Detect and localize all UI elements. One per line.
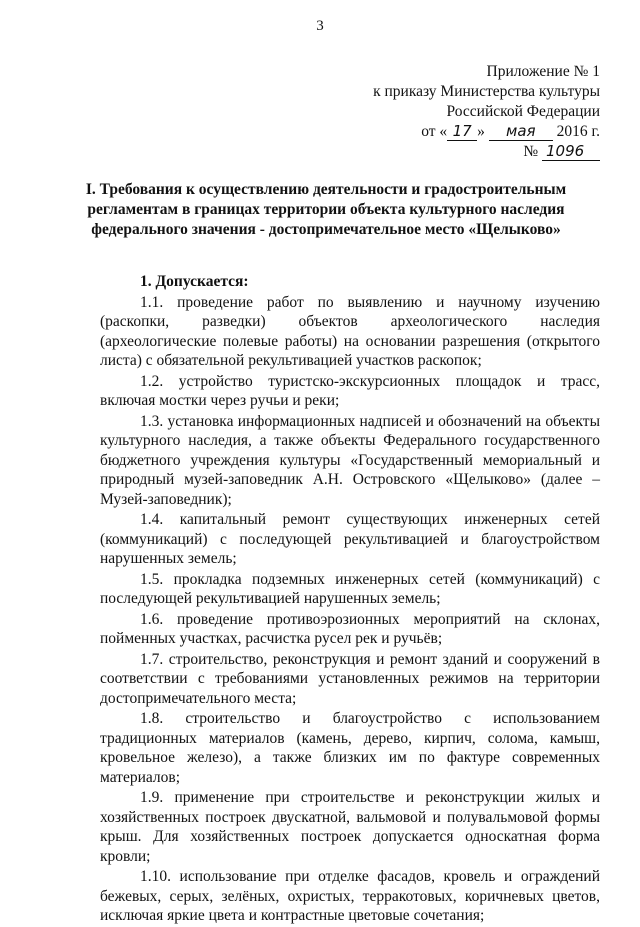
list-item [100,709,600,787]
list-item-text: 1.5. прокладка подземных инженерных сетей (коммуникаций) с последующей рекультивацией нарушенных земель; [100,570,600,607]
page-number: 3 [316,18,324,34]
list-item-text: 1.4. капитальный ремонт существующих инженерных сетей (коммуникаций) с последующей рекультивацией и благоустройством нарушенных земель; [100,511,600,567]
list-item-text: 1.8. строительство и благоустройство с использованием традиционных материалов (камень, дерево, кирпич, солома, камыш, кровельное железо), а также близких им по фактуре современных материалов; [100,710,600,786]
date-day-handwritten: 17 [447,123,477,141]
appendix-number-line [320,142,600,162]
appendix-line-3: Российской Федерации [446,103,600,120]
document-body [100,272,600,927]
list-item-text: 1.9. применение при строительстве и реконструкции жилых и хозяйственных построек двускатной, вальмовой и полувальмовой формы крыш. Для хозяйственных построек допускается односкатная форма кровли; [100,789,600,865]
order-number-handwritten: 1096 [542,143,600,161]
date-prefix: от « [421,123,448,140]
section-title: I. Требования к осуществлению деятельности и градостроительным регламентам в границах территории объекта культурного наследия федерального значения - достопримечательное место «Щелыково» [85,181,567,238]
list-item-text: 1.1. проведение работ по выявлению и научному изучению (раскопки, разведки) объектов археологического наследия (археологические полевые работы) на основании разрешения (открытого листа) с обязательной рекультивацией участков раскопок; [100,293,600,369]
list-item [100,510,600,569]
appendix-line-2: к приказу Министерства культуры [373,83,600,100]
list-item [100,570,600,609]
appendix-line-1: Приложение № 1 [486,63,600,80]
list-item-text: 1.2. устройство туристско-экскурсионных площадок и трасс, включая мостки через ручьи и реки; [100,372,600,409]
section-heading: 1. Допускается: [140,273,249,290]
list-item-text: 1.6. проведение противоэрозионных мероприятий на склонах, пойменных участках, расчистка русел рек и ручьёв; [100,610,600,647]
list-item-text: 1.7. строительство, реконструкция и ремонт зданий и сооружений в соответствии с требованиями установленных режимов на территории достопримечательного места; [100,650,600,707]
number-prefix: № [523,143,539,160]
appendix-block [320,62,600,162]
list-item-text: 1.10. использование при отделке фасадов, кровель и ограждений бежевых, серых, зелёных, охристых, терракотовых, коричневых цветов, исключая яркие цвета и контрастные цветовые сочетания; [100,868,600,924]
appendix-date-line [320,122,600,142]
date-month-handwritten: мая [489,123,553,141]
list-item [100,867,600,926]
date-mid: » [477,123,485,140]
list-item [100,412,600,510]
list-item [100,293,600,371]
list-item [100,610,600,649]
date-year: 2016 г. [556,123,600,140]
list-item [100,788,600,866]
list-item [100,650,600,709]
list-item [100,372,600,411]
list-item-text: 1.3. установка информационных надписей и обозначений на объекты культурного наследия, а также объекты Федерального государственного бюджетного учреждения культуры «Государственный мемориальный и природный музей-заповедник А.Н. Островского «Щелыково» (далее – Музей-заповедник); [100,412,600,508]
